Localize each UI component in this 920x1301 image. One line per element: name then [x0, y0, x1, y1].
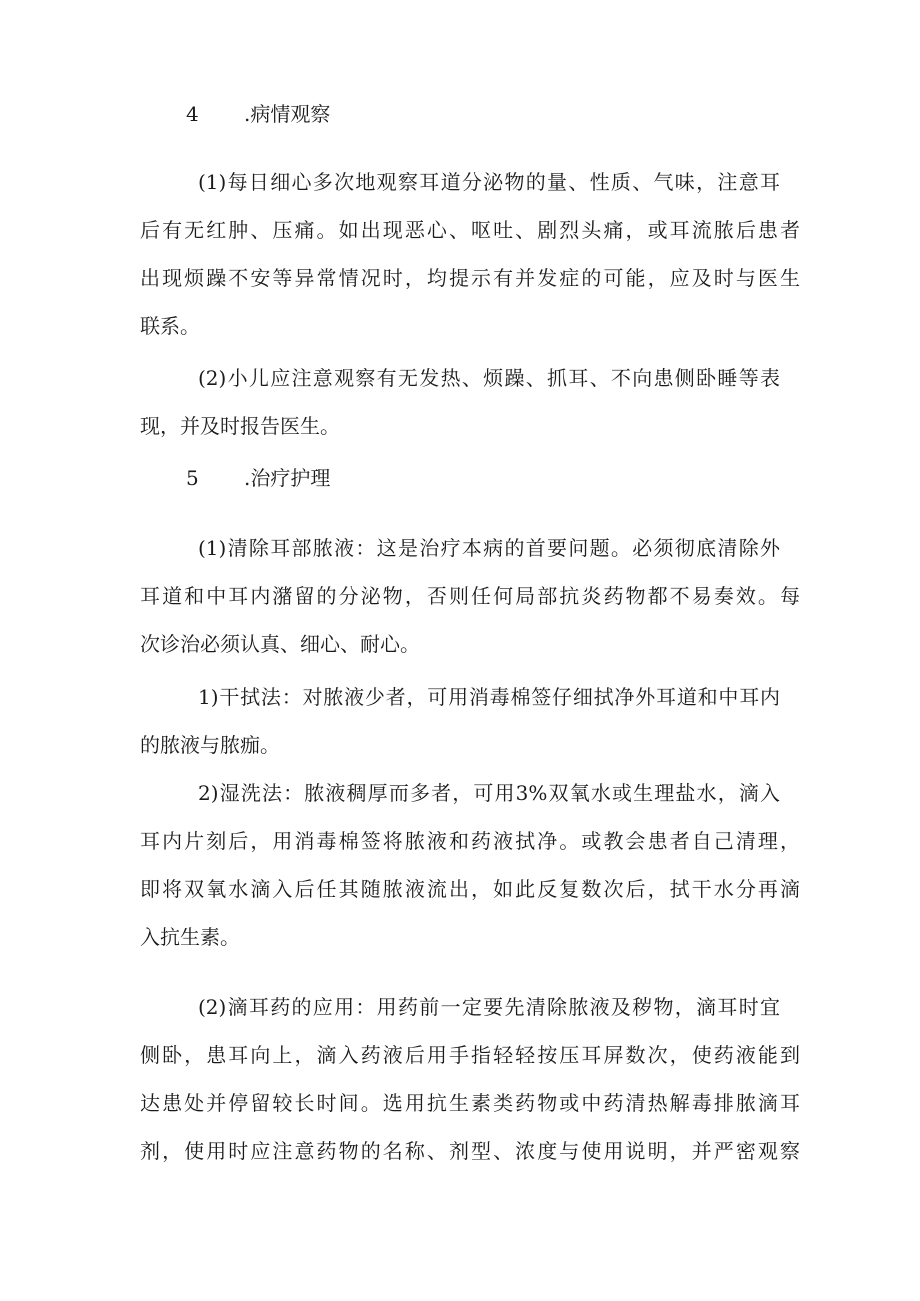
text-line: 的脓液与脓痂。 [140, 733, 280, 757]
text-line: 联系。 [140, 314, 200, 338]
text-line: 现，并及时报告医生。 [140, 414, 340, 438]
text-line: 入抗生素。 [140, 925, 240, 949]
text-line: 剂，使用时应注意药物的名称、剂型、浓度与使用说明，并严密观察 [140, 1139, 800, 1163]
text-line: 次诊治必须认真、细心、耐心。 [140, 632, 420, 656]
section-title: .病情观察 [244, 102, 331, 126]
section-title: .治疗护理 [244, 466, 331, 490]
section-number: 4 [186, 102, 199, 126]
text-line: (1)清除耳部脓液：这是治疗本病的首要问题。必须彻底清除外 [198, 536, 780, 560]
text-line: (2)小儿应注意观察有无发热、烦躁、抓耳、不向患侧卧睡等表 [198, 366, 780, 390]
section-number: 5 [186, 466, 199, 490]
text-line: 2)湿洗法：脓液稠厚而多者，可用3%双氧水或生理盐水，滴入 [198, 781, 780, 805]
text-line: (1)每日细心多次地观察耳道分泌物的量、性质、气味，注意耳 [198, 170, 780, 194]
text-line: 达患处并停留较长时间。选用抗生素类药物或中药清热解毒排脓滴耳 [140, 1091, 800, 1115]
text-line: 耳道和中耳内潴留的分泌物，否则任何局部抗炎药物都不易奏效。每 [140, 584, 800, 608]
text-line: 出现烦躁不安等异常情况时，均提示有并发症的可能，应及时与医生 [140, 266, 800, 290]
text-line: 后有无红肿、压痛。如出现恶心、呕吐、剧烈头痛，或耳流脓后患者 [140, 218, 800, 242]
text-line: (2)滴耳药的应用：用药前一定要先清除脓液及秽物，滴耳时宜 [198, 995, 780, 1019]
text-line: 耳内片刻后，用消毒棉签将脓液和药液拭净。或教会患者自己清理， [140, 829, 800, 853]
text-line: 侧卧，患耳向上，滴入药液后用手指轻轻按压耳屏数次，使药液能到 [140, 1043, 800, 1067]
text-line: 即将双氧水滴入后任其随脓液流出，如此反复数次后，拭干水分再滴 [140, 877, 800, 901]
text-line: 1)干拭法：对脓液少者，可用消毒棉签仔细拭净外耳道和中耳内 [198, 685, 780, 709]
